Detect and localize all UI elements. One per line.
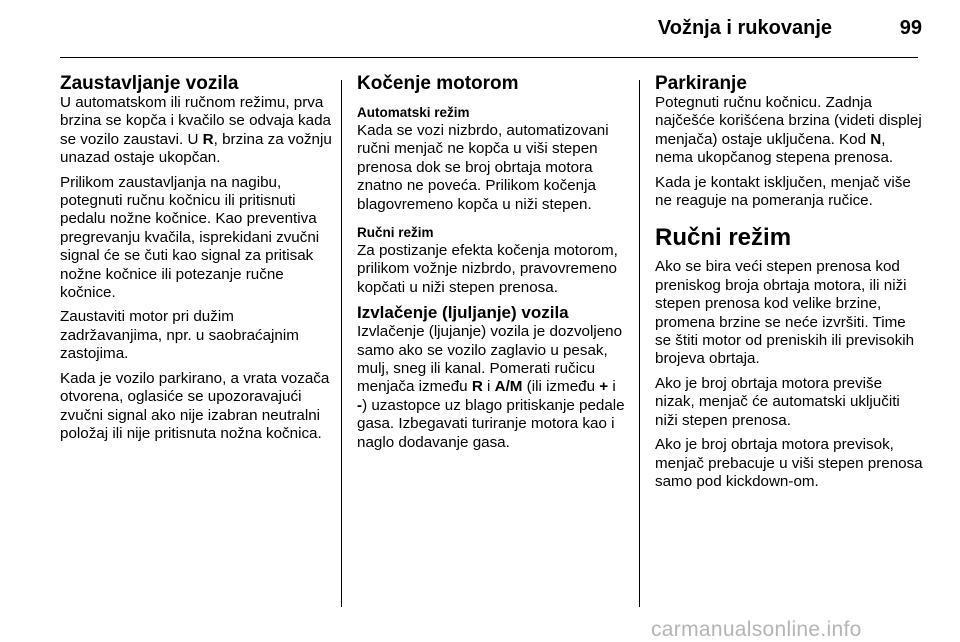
watermark: carmanualsonline.info: [651, 618, 862, 641]
paragraph: Prilikom zaustavljanja na nagibu, potegnuti ručnu kočnicu ili pritisnuti pedalu nožne kočnice. Kao preventiva pregrevanju kvačila, isprekidani zvučni signal će se čuti kao signal za pritisak nožne kočnice ili potezanje ručne kočnice.: [60, 173, 320, 302]
paragraph: Kada je kontakt isključen, menjač više ne reaguje na pomeranja ručice.: [655, 173, 911, 210]
heading-kocenje-motorom: Kočenje motorom: [357, 73, 519, 94]
paragraph: Ako se bira veći stepen prenosa kod preniskog broja obrtaja motora, ili niži stepen prenosa kod velike brzine, promena brzine se neće izvršiti. Time se štiti motor od preniskih ili previsokih brojeva obrtaja.: [655, 258, 915, 368]
heading-rucni-rezim: Ručni režim: [655, 224, 792, 252]
paragraph: Ako je broj obrtaja motora previsok, menjač prebacuje u viši stepen prenosa samo pod kickdown-om.: [655, 436, 923, 490]
subheading-automatski: Automatski režim: [357, 105, 470, 120]
column-divider-right: [639, 80, 640, 607]
section-title: Vožnja i rukovanje: [657, 17, 832, 39]
text: , brzina za vožnju unazad ostaje ukopčan.: [60, 130, 332, 167]
column-right: [655, 73, 925, 497]
text: U automatskom ili ručnom režimu, prva brzina se kopča i kvačilo se odvaja kada se vozilo zaustavi. U: [60, 94, 331, 148]
subheading-rucni: Ručni režim: [357, 225, 434, 241]
gear-am: A/M: [494, 378, 523, 396]
paragraph: Ako je broj obrtaja motora previše nizak, menjač će automatski uključiti niži stepen prenosa.: [655, 374, 900, 429]
column-left: [60, 73, 332, 449]
heading-izvlacenje: Izvlačenje (ljuljanje) vozila: [357, 303, 569, 323]
paragraph: [655, 94, 925, 168]
paragraph: Kada je vozilo parkirano, a vrata vozača otvorena, oglasiće se upozoravajući zvučni signal ako nije izabran neutralni položaj ili nije pritisnuta nožna kočnica.: [60, 369, 330, 442]
paragraph: Zaustaviti motor pri dužim zadržavanjima, npr. u saobraćajnim zastojima.: [60, 308, 299, 363]
page-number: 99: [899, 17, 922, 39]
paragraph: [357, 323, 627, 452]
column-divider-left: [341, 80, 342, 607]
column-middle: [357, 73, 627, 458]
gear-r: R: [471, 378, 483, 396]
page-header: [0, 0, 960, 60]
header-rule: [60, 57, 918, 58]
paragraph: Kada se vozi nizbrdo, automatizovani ručni menjač ne kopča u viši stepen prenosa dok se broj obrtaja motora znatno ne poveća. Prilikom kočenja blagovremeno kopča u niži stepen.: [357, 122, 609, 213]
text: ) uzastopce uz blago pritiskanje pedale gasa. Izbegavati turiranje motora kao i naglo dodavanje gasa.: [357, 396, 625, 451]
gear-n: N: [870, 130, 882, 148]
text: i: [608, 378, 616, 396]
text: Izvlačenje (ljujanje) vozila je dozvoljeno samo ako se vozilo zaglavio u pesak, mulj, sneg ili kanal. Pomerati ručicu menjača između: [357, 323, 623, 396]
heading-parkiranje: Parkiranje: [655, 73, 747, 94]
paragraph: Za postizanje efekta kočenja motorom, prilikom vožnje nizbrdo, pravovremeno kopčati u niži stepen prenosa.: [357, 242, 618, 296]
text: Potegnuti ručnu kočnicu. Zadnja najčešće korišćena brzina (videti displej menjača) ostaje uključena. Kod: [655, 94, 922, 148]
gear-plus: +: [599, 378, 609, 396]
text: , nema ukopčanog stepena prenosa.: [655, 130, 894, 167]
paragraph: [60, 94, 332, 168]
heading-zaustavljanje: Zaustavljanje vozila: [60, 73, 239, 94]
gear-minus: -: [357, 396, 363, 414]
text: (ili između: [522, 378, 600, 396]
text: i: [482, 378, 495, 396]
gear-r: R: [202, 130, 214, 148]
